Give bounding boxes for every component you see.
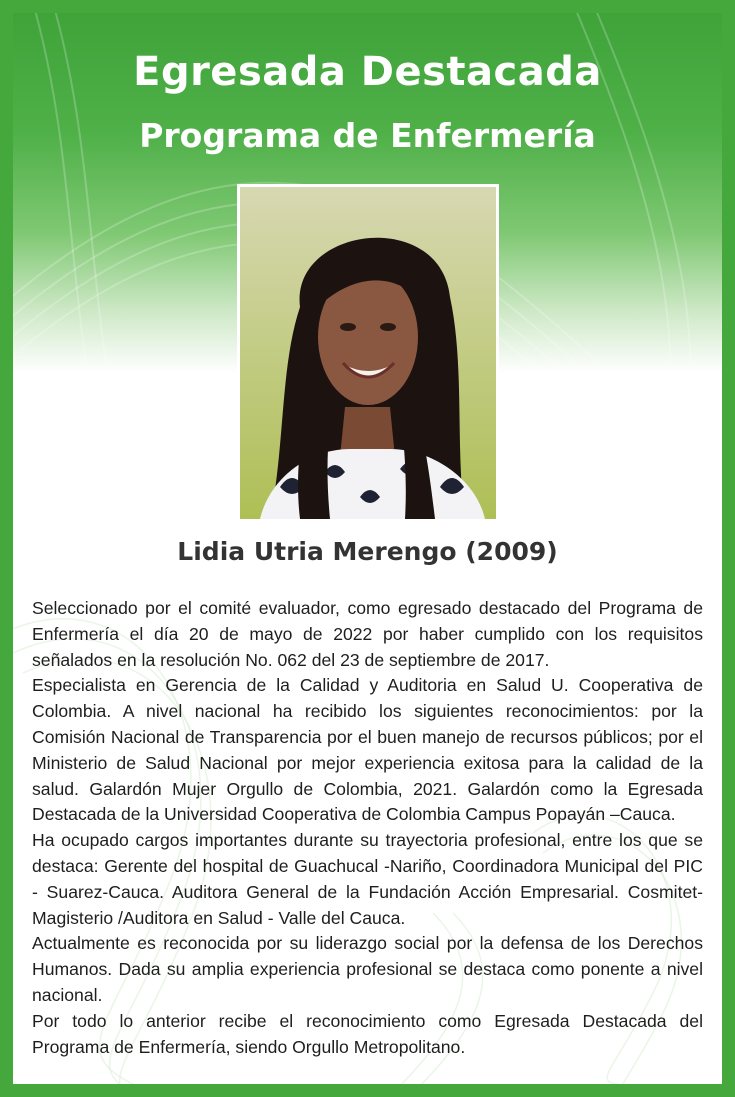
- paragraph-selection: Seleccionado por el comité evaluador, como egresado destacado del Programa de Enfermería el día 20 de mayo de 2022 por haber cumplido con los requisitos señalados en la resolución No. 062 del 23 de septiembre de 2017.: [32, 598, 703, 670]
- description-text: [32, 596, 703, 1060]
- poster-subtitle: Programa de Enfermería: [139, 116, 596, 155]
- paragraph-leadership: Actualmente es reconocida por su liderazgo social por la defensa de los Derechos Humanos. Dada su amplia experiencia profesional se destaca como ponente a nivel nacional.: [32, 933, 703, 1005]
- poster-title: Egresada Destacada: [133, 49, 602, 95]
- paragraph-conclusion: Por todo lo anterior recibe el reconocimiento como Egresada Destacada del Programa de Enfermería, siendo Orgullo Metropolitano.: [32, 1010, 703, 1057]
- portrait-illustration: [240, 187, 496, 519]
- honoree-photo: [237, 184, 499, 522]
- honoree-name: Lidia Utria Merengo (2009): [177, 537, 558, 566]
- paragraph-recognitions: Especialista en Gerencia de la Calidad y Auditoria en Salud U. Cooperativa de Colombia. A nivel nacional ha recibido los siguientes reconocimientos: por la Comisión Nacional de Transparencia por el buen manejo de recursos públicos; por el Ministerio de Salud Nacional por mejor experiencia exitosa para la calidad de la salud. Galardón Mujer Orgullo de Colombia, 2021. Galardón como la Egresada Destacada de la Universidad Cooperativa de Colombia Campus Popayán –Cauca.: [32, 675, 703, 825]
- paragraph-positions: Ha ocupado cargos importantes durante su trayectoria profesional, entre los que se destaca: Gerente del hospital de Guachucal -Nariño, Coordinadora Municipal del PIC - Suarez-Cauca. Auditora General de la Fundación Acción Empresarial. Cosmitet- Magisterio /Auditora en Salud - Valle del Cauca.: [32, 830, 703, 928]
